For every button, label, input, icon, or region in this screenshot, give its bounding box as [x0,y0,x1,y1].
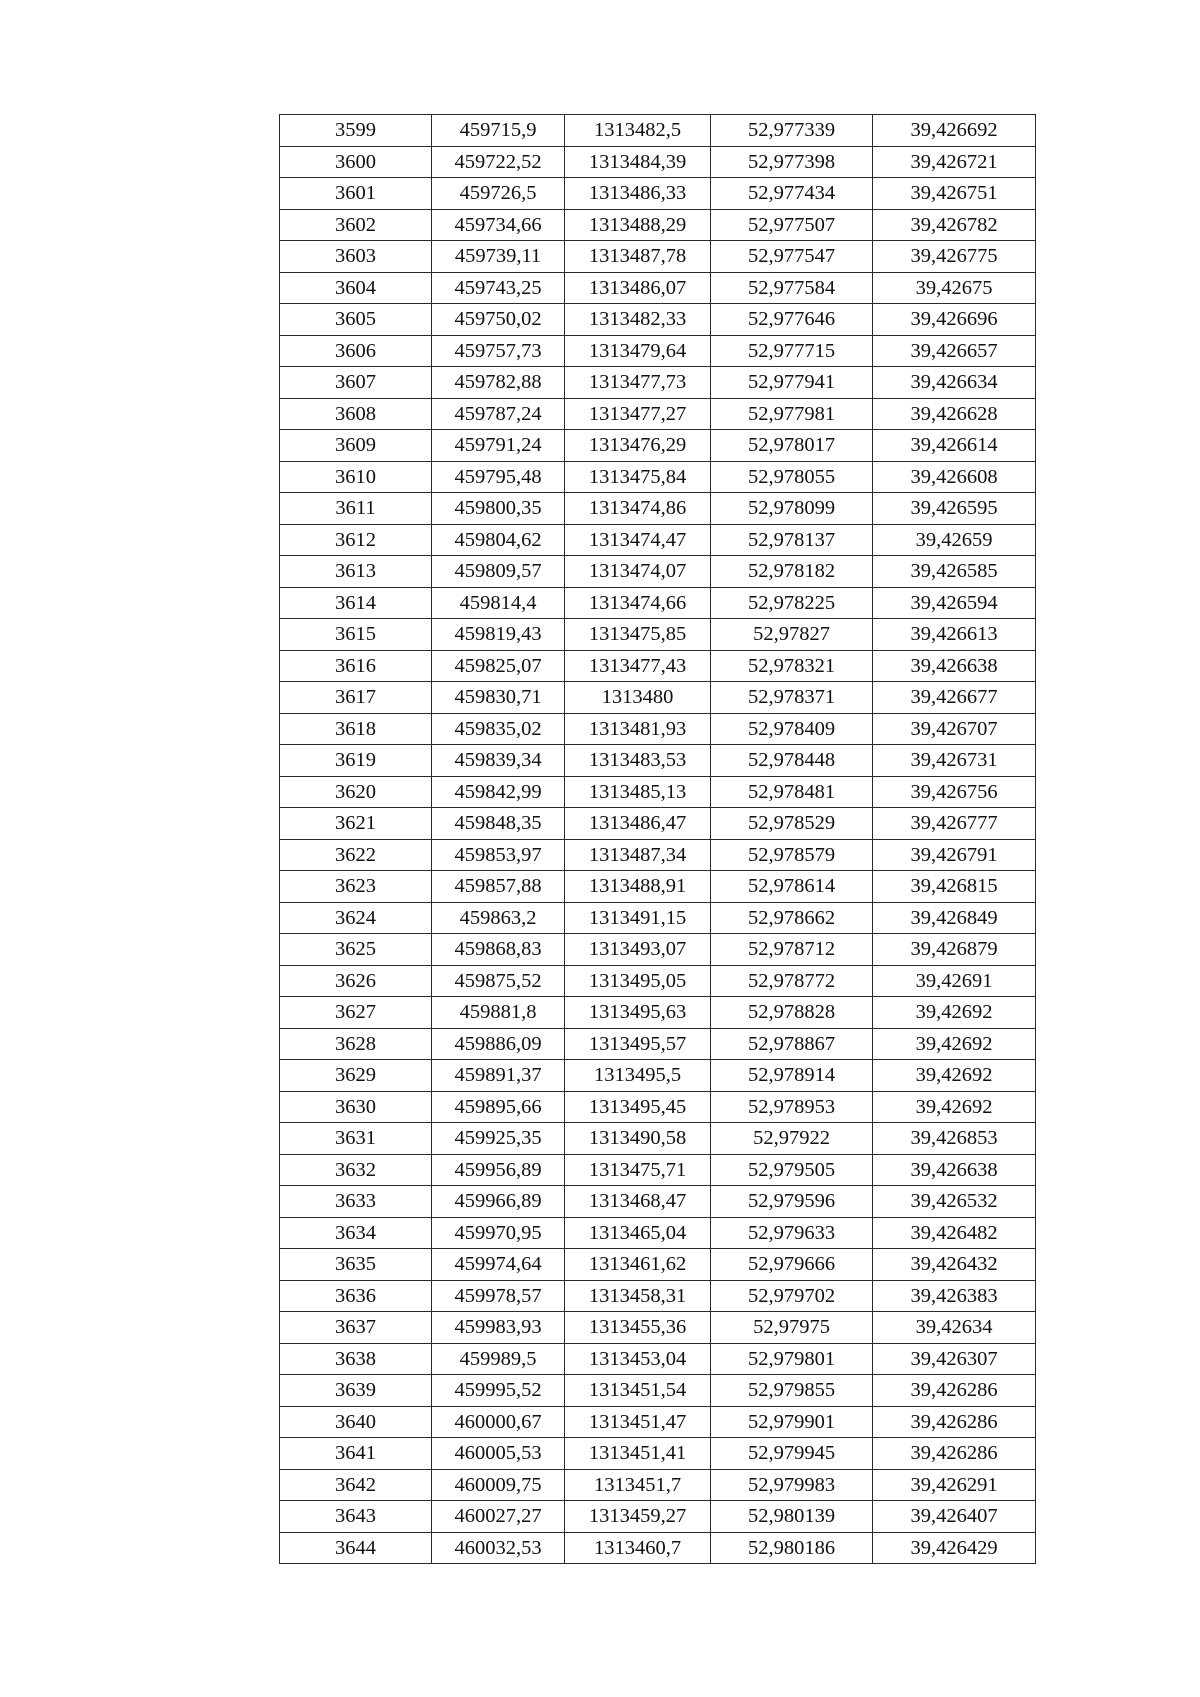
latitude-cell: 52,978409 [711,713,873,745]
x-coordinate-cell: 459970,95 [432,1217,565,1249]
table-row [280,178,1036,210]
table-row [280,1091,1036,1123]
longitude-cell: 39,426707 [873,713,1036,745]
y-coordinate-cell: 1313474,66 [565,587,711,619]
table-row [280,398,1036,430]
y-coordinate-cell: 1313474,47 [565,524,711,556]
latitude-cell: 52,977941 [711,367,873,399]
latitude-cell: 52,978614 [711,871,873,903]
latitude-cell: 52,978953 [711,1091,873,1123]
x-coordinate-cell: 460009,75 [432,1469,565,1501]
table-row [280,682,1036,714]
latitude-cell: 52,977547 [711,241,873,273]
x-coordinate-cell: 459825,07 [432,650,565,682]
x-coordinate-cell: 459743,25 [432,272,565,304]
x-coordinate-cell: 459868,83 [432,934,565,966]
latitude-cell: 52,979901 [711,1406,873,1438]
longitude-cell: 39,426677 [873,682,1036,714]
x-coordinate-cell: 459795,48 [432,461,565,493]
x-coordinate-cell: 459881,8 [432,997,565,1029]
y-coordinate-cell: 1313490,58 [565,1123,711,1155]
point-number-cell: 3642 [280,1469,432,1501]
longitude-cell: 39,426721 [873,146,1036,178]
point-number-cell: 3613 [280,556,432,588]
latitude-cell: 52,980139 [711,1501,873,1533]
y-coordinate-cell: 1313460,7 [565,1532,711,1564]
point-number-cell: 3611 [280,493,432,525]
table-row [280,1123,1036,1155]
longitude-cell: 39,426775 [873,241,1036,273]
longitude-cell: 39,426291 [873,1469,1036,1501]
point-number-cell: 3618 [280,713,432,745]
longitude-cell: 39,426613 [873,619,1036,651]
latitude-cell: 52,978055 [711,461,873,493]
longitude-cell: 39,426731 [873,745,1036,777]
y-coordinate-cell: 1313480 [565,682,711,714]
y-coordinate-cell: 1313475,84 [565,461,711,493]
latitude-cell: 52,979983 [711,1469,873,1501]
point-number-cell: 3636 [280,1280,432,1312]
longitude-cell: 39,426407 [873,1501,1036,1533]
latitude-cell: 52,977646 [711,304,873,336]
longitude-cell: 39,426777 [873,808,1036,840]
y-coordinate-cell: 1313488,91 [565,871,711,903]
longitude-cell: 39,426286 [873,1375,1036,1407]
table-row [280,871,1036,903]
y-coordinate-cell: 1313465,04 [565,1217,711,1249]
y-coordinate-cell: 1313477,73 [565,367,711,399]
longitude-cell: 39,426657 [873,335,1036,367]
x-coordinate-cell: 459814,4 [432,587,565,619]
table-row [280,1249,1036,1281]
x-coordinate-cell: 459857,88 [432,871,565,903]
x-coordinate-cell: 459787,24 [432,398,565,430]
point-number-cell: 3603 [280,241,432,273]
table-row [280,619,1036,651]
x-coordinate-cell: 459739,11 [432,241,565,273]
table-row [280,902,1036,934]
point-number-cell: 3644 [280,1532,432,1564]
point-number-cell: 3602 [280,209,432,241]
latitude-cell: 52,978867 [711,1028,873,1060]
longitude-cell: 39,42659 [873,524,1036,556]
y-coordinate-cell: 1313481,93 [565,713,711,745]
x-coordinate-cell: 459757,73 [432,335,565,367]
y-coordinate-cell: 1313451,47 [565,1406,711,1438]
latitude-cell: 52,978137 [711,524,873,556]
latitude-cell: 52,979801 [711,1343,873,1375]
table-row [280,587,1036,619]
x-coordinate-cell: 460032,53 [432,1532,565,1564]
table-row [280,209,1036,241]
x-coordinate-cell: 459830,71 [432,682,565,714]
table-row [280,1406,1036,1438]
y-coordinate-cell: 1313488,29 [565,209,711,241]
table-row [280,1280,1036,1312]
y-coordinate-cell: 1313474,07 [565,556,711,588]
point-number-cell: 3616 [280,650,432,682]
point-number-cell: 3638 [280,1343,432,1375]
point-number-cell: 3623 [280,871,432,903]
latitude-cell: 52,977398 [711,146,873,178]
y-coordinate-cell: 1313477,43 [565,650,711,682]
x-coordinate-cell: 459804,62 [432,524,565,556]
y-coordinate-cell: 1313495,45 [565,1091,711,1123]
point-number-cell: 3641 [280,1438,432,1470]
x-coordinate-cell: 459809,57 [432,556,565,588]
table-row [280,304,1036,336]
longitude-cell: 39,426696 [873,304,1036,336]
table-row [280,713,1036,745]
point-number-cell: 3608 [280,398,432,430]
table-row [280,1028,1036,1060]
x-coordinate-cell: 459800,35 [432,493,565,525]
x-coordinate-cell: 459863,2 [432,902,565,934]
table-row [280,1154,1036,1186]
y-coordinate-cell: 1313487,78 [565,241,711,273]
longitude-cell: 39,426853 [873,1123,1036,1155]
y-coordinate-cell: 1313486,47 [565,808,711,840]
point-number-cell: 3639 [280,1375,432,1407]
x-coordinate-cell: 459848,35 [432,808,565,840]
longitude-cell: 39,426532 [873,1186,1036,1218]
point-number-cell: 3617 [280,682,432,714]
y-coordinate-cell: 1313491,15 [565,902,711,934]
latitude-cell: 52,978712 [711,934,873,966]
longitude-cell: 39,42692 [873,1091,1036,1123]
table-row [280,367,1036,399]
x-coordinate-cell: 459839,34 [432,745,565,777]
point-number-cell: 3622 [280,839,432,871]
x-coordinate-cell: 460027,27 [432,1501,565,1533]
table-row [280,965,1036,997]
table-row [280,808,1036,840]
point-number-cell: 3631 [280,1123,432,1155]
y-coordinate-cell: 1313485,13 [565,776,711,808]
point-number-cell: 3634 [280,1217,432,1249]
longitude-cell: 39,42634 [873,1312,1036,1344]
longitude-cell: 39,426634 [873,367,1036,399]
x-coordinate-cell: 459978,57 [432,1280,565,1312]
x-coordinate-cell: 459891,37 [432,1060,565,1092]
longitude-cell: 39,426595 [873,493,1036,525]
table-row [280,776,1036,808]
x-coordinate-cell: 459983,93 [432,1312,565,1344]
latitude-cell: 52,979633 [711,1217,873,1249]
point-number-cell: 3629 [280,1060,432,1092]
point-number-cell: 3607 [280,367,432,399]
latitude-cell: 52,97827 [711,619,873,651]
latitude-cell: 52,977981 [711,398,873,430]
table-row [280,745,1036,777]
table-row [280,241,1036,273]
point-number-cell: 3619 [280,745,432,777]
latitude-cell: 52,978481 [711,776,873,808]
latitude-cell: 52,978371 [711,682,873,714]
y-coordinate-cell: 1313484,39 [565,146,711,178]
y-coordinate-cell: 1313483,53 [565,745,711,777]
point-number-cell: 3621 [280,808,432,840]
latitude-cell: 52,978099 [711,493,873,525]
x-coordinate-cell: 459782,88 [432,367,565,399]
latitude-cell: 52,979855 [711,1375,873,1407]
latitude-cell: 52,977507 [711,209,873,241]
latitude-cell: 52,978321 [711,650,873,682]
latitude-cell: 52,978828 [711,997,873,1029]
table-row [280,335,1036,367]
longitude-cell: 39,426429 [873,1532,1036,1564]
longitude-cell: 39,426608 [873,461,1036,493]
point-number-cell: 3630 [280,1091,432,1123]
point-number-cell: 3628 [280,1028,432,1060]
x-coordinate-cell: 459989,5 [432,1343,565,1375]
point-number-cell: 3604 [280,272,432,304]
longitude-cell: 39,42692 [873,997,1036,1029]
y-coordinate-cell: 1313451,54 [565,1375,711,1407]
latitude-cell: 52,978579 [711,839,873,871]
table-row [280,115,1036,147]
y-coordinate-cell: 1313495,63 [565,997,711,1029]
latitude-cell: 52,978662 [711,902,873,934]
latitude-cell: 52,977584 [711,272,873,304]
point-number-cell: 3632 [280,1154,432,1186]
point-number-cell: 3635 [280,1249,432,1281]
latitude-cell: 52,978914 [711,1060,873,1092]
x-coordinate-cell: 460000,67 [432,1406,565,1438]
longitude-cell: 39,426879 [873,934,1036,966]
y-coordinate-cell: 1313451,41 [565,1438,711,1470]
point-number-cell: 3637 [280,1312,432,1344]
x-coordinate-cell: 459956,89 [432,1154,565,1186]
x-coordinate-cell: 459734,66 [432,209,565,241]
latitude-cell: 52,979666 [711,1249,873,1281]
longitude-cell: 39,426383 [873,1280,1036,1312]
longitude-cell: 39,426638 [873,1154,1036,1186]
point-number-cell: 3610 [280,461,432,493]
point-number-cell: 3627 [280,997,432,1029]
latitude-cell: 52,978772 [711,965,873,997]
x-coordinate-cell: 459995,52 [432,1375,565,1407]
x-coordinate-cell: 459895,66 [432,1091,565,1123]
longitude-cell: 39,426585 [873,556,1036,588]
longitude-cell: 39,426307 [873,1343,1036,1375]
x-coordinate-cell: 459715,9 [432,115,565,147]
point-number-cell: 3612 [280,524,432,556]
latitude-cell: 52,978017 [711,430,873,462]
point-number-cell: 3640 [280,1406,432,1438]
longitude-cell: 39,42692 [873,1028,1036,1060]
y-coordinate-cell: 1313482,5 [565,115,711,147]
table-row [280,1217,1036,1249]
y-coordinate-cell: 1313461,62 [565,1249,711,1281]
y-coordinate-cell: 1313474,86 [565,493,711,525]
x-coordinate-cell: 459835,02 [432,713,565,745]
longitude-cell: 39,426286 [873,1406,1036,1438]
latitude-cell: 52,979596 [711,1186,873,1218]
point-number-cell: 3614 [280,587,432,619]
latitude-cell: 52,978448 [711,745,873,777]
point-number-cell: 3601 [280,178,432,210]
point-number-cell: 3600 [280,146,432,178]
point-number-cell: 3643 [280,1501,432,1533]
longitude-cell: 39,426692 [873,115,1036,147]
table-row [280,839,1036,871]
longitude-cell: 39,426286 [873,1438,1036,1470]
latitude-cell: 52,978529 [711,808,873,840]
point-number-cell: 3605 [280,304,432,336]
coordinates-table-body [280,115,1036,1564]
table-row [280,1312,1036,1344]
table-row [280,272,1036,304]
point-number-cell: 3625 [280,934,432,966]
table-row [280,1375,1036,1407]
longitude-cell: 39,426791 [873,839,1036,871]
table-row [280,524,1036,556]
latitude-cell: 52,977339 [711,115,873,147]
y-coordinate-cell: 1313486,33 [565,178,711,210]
x-coordinate-cell: 459791,24 [432,430,565,462]
x-coordinate-cell: 460005,53 [432,1438,565,1470]
latitude-cell: 52,97975 [711,1312,873,1344]
y-coordinate-cell: 1313495,5 [565,1060,711,1092]
latitude-cell: 52,977715 [711,335,873,367]
latitude-cell: 52,979945 [711,1438,873,1470]
latitude-cell: 52,980186 [711,1532,873,1564]
y-coordinate-cell: 1313455,36 [565,1312,711,1344]
point-number-cell: 3606 [280,335,432,367]
x-coordinate-cell: 459726,5 [432,178,565,210]
y-coordinate-cell: 1313459,27 [565,1501,711,1533]
longitude-cell: 39,426594 [873,587,1036,619]
y-coordinate-cell: 1313458,31 [565,1280,711,1312]
table-row [280,1469,1036,1501]
y-coordinate-cell: 1313495,57 [565,1028,711,1060]
y-coordinate-cell: 1313453,04 [565,1343,711,1375]
y-coordinate-cell: 1313451,7 [565,1469,711,1501]
longitude-cell: 39,426756 [873,776,1036,808]
x-coordinate-cell: 459925,35 [432,1123,565,1155]
y-coordinate-cell: 1313475,85 [565,619,711,651]
point-number-cell: 3609 [280,430,432,462]
longitude-cell: 39,426638 [873,650,1036,682]
point-number-cell: 3626 [280,965,432,997]
x-coordinate-cell: 459974,64 [432,1249,565,1281]
table-row [280,1501,1036,1533]
table-row [280,934,1036,966]
table-row [280,1343,1036,1375]
table-row [280,430,1036,462]
x-coordinate-cell: 459750,02 [432,304,565,336]
longitude-cell: 39,42692 [873,1060,1036,1092]
longitude-cell: 39,426628 [873,398,1036,430]
x-coordinate-cell: 459842,99 [432,776,565,808]
table-row [280,1186,1036,1218]
point-number-cell: 3615 [280,619,432,651]
point-number-cell: 3599 [280,115,432,147]
y-coordinate-cell: 1313495,05 [565,965,711,997]
longitude-cell: 39,42691 [873,965,1036,997]
longitude-cell: 39,426482 [873,1217,1036,1249]
longitude-cell: 39,426432 [873,1249,1036,1281]
latitude-cell: 52,978182 [711,556,873,588]
table-row [280,556,1036,588]
y-coordinate-cell: 1313468,47 [565,1186,711,1218]
x-coordinate-cell: 459853,97 [432,839,565,871]
table-row [280,461,1036,493]
coordinates-table [279,114,1036,1564]
point-number-cell: 3620 [280,776,432,808]
latitude-cell: 52,97922 [711,1123,873,1155]
table-row [280,1438,1036,1470]
longitude-cell: 39,426614 [873,430,1036,462]
table-row [280,1532,1036,1564]
y-coordinate-cell: 1313479,64 [565,335,711,367]
x-coordinate-cell: 459886,09 [432,1028,565,1060]
longitude-cell: 39,426815 [873,871,1036,903]
table-row [280,997,1036,1029]
latitude-cell: 52,979505 [711,1154,873,1186]
table-row [280,146,1036,178]
y-coordinate-cell: 1313475,71 [565,1154,711,1186]
y-coordinate-cell: 1313487,34 [565,839,711,871]
y-coordinate-cell: 1313482,33 [565,304,711,336]
point-number-cell: 3624 [280,902,432,934]
table-row [280,650,1036,682]
y-coordinate-cell: 1313486,07 [565,272,711,304]
longitude-cell: 39,42675 [873,272,1036,304]
latitude-cell: 52,977434 [711,178,873,210]
longitude-cell: 39,426782 [873,209,1036,241]
point-number-cell: 3633 [280,1186,432,1218]
x-coordinate-cell: 459875,52 [432,965,565,997]
latitude-cell: 52,979702 [711,1280,873,1312]
y-coordinate-cell: 1313476,29 [565,430,711,462]
y-coordinate-cell: 1313477,27 [565,398,711,430]
x-coordinate-cell: 459722,52 [432,146,565,178]
x-coordinate-cell: 459819,43 [432,619,565,651]
y-coordinate-cell: 1313493,07 [565,934,711,966]
table-row [280,1060,1036,1092]
table-row [280,493,1036,525]
longitude-cell: 39,426849 [873,902,1036,934]
x-coordinate-cell: 459966,89 [432,1186,565,1218]
longitude-cell: 39,426751 [873,178,1036,210]
latitude-cell: 52,978225 [711,587,873,619]
